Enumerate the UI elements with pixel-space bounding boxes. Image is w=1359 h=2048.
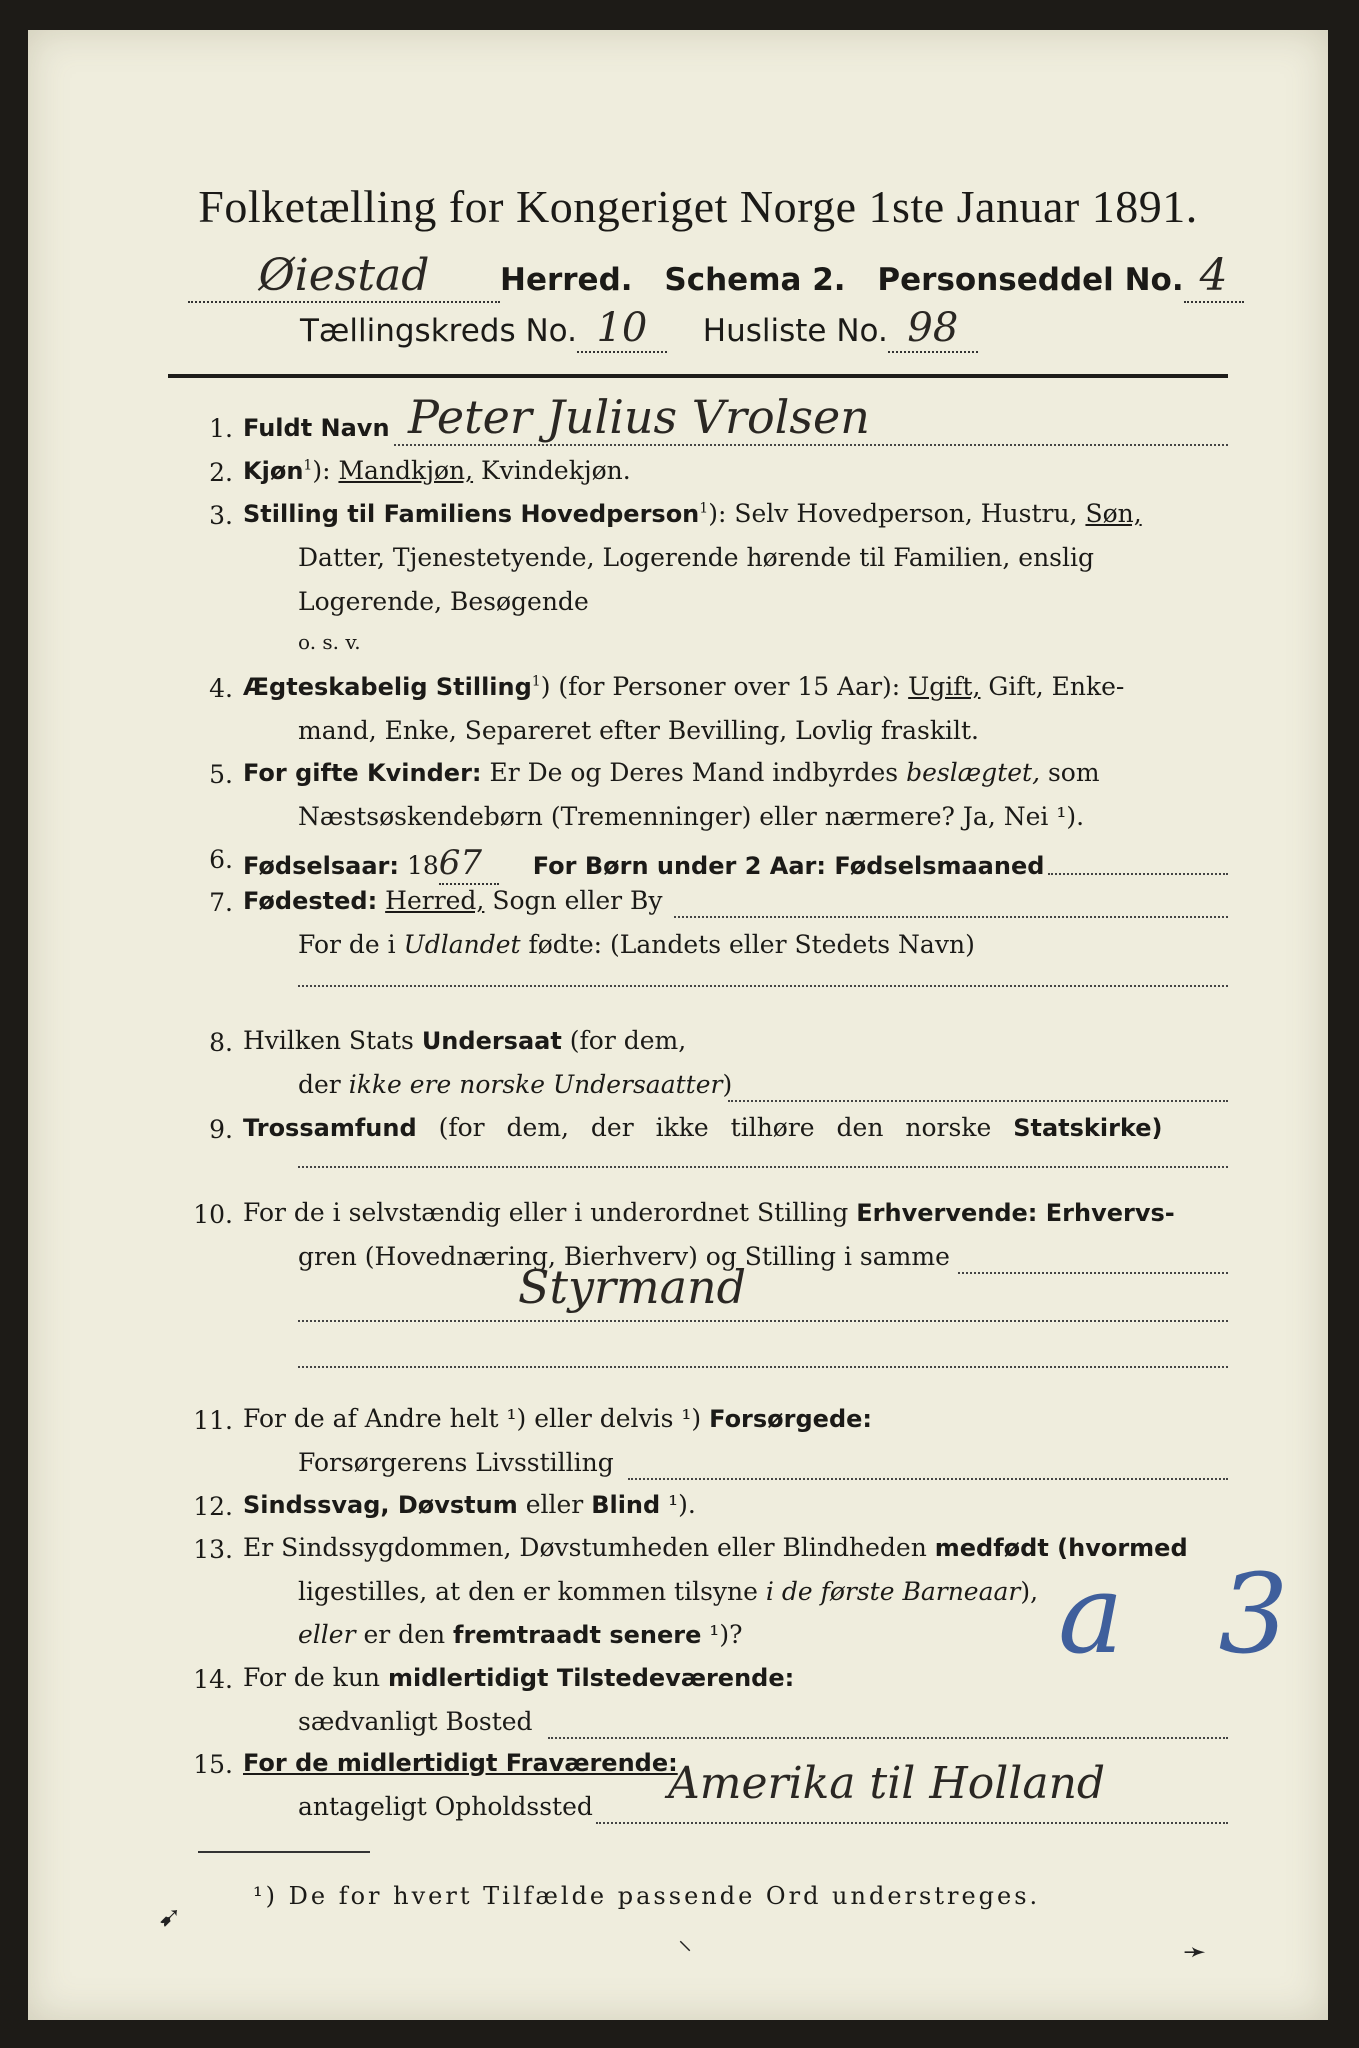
husliste-label: Husliste No.: [702, 313, 888, 349]
item-6-prefix: 18: [399, 851, 439, 880]
item-13-line-3a: eller: [298, 1620, 356, 1649]
item-12: [243, 1490, 696, 1519]
item-13-label: medfødt (hvormed: [934, 1534, 1188, 1562]
item-4-sup: 1: [531, 673, 541, 690]
item-6-label-2: For Børn under 2 Aar: Fødselsmaaned: [532, 852, 1045, 880]
item-8-line-2b: ): [722, 1070, 733, 1099]
item-10-label: Erhvervende:: [856, 1199, 1038, 1227]
item-13-line-3c: ¹)?: [701, 1620, 743, 1649]
item-8-text: Hvilken Stats: [243, 1026, 422, 1055]
item-13-line-2-italic: i de første Barneaar: [765, 1577, 1021, 1606]
item-5-number: 5.: [209, 760, 233, 789]
item-13-line-2a: ligestilles, at den er kommen tilsyne: [298, 1577, 766, 1606]
item-2-text: ):: [312, 456, 339, 485]
item-5-line-2: Næstsøskendebørn (Tremenninger) eller nærmere? Ja, Nei ¹).: [298, 802, 1085, 831]
item-10-label-2: Erhvervs-: [1037, 1199, 1175, 1227]
item-10: [243, 1198, 1175, 1227]
item-10-dotline-2: [298, 1320, 1228, 1322]
item-4: [243, 672, 1124, 701]
item-8-line-2: [298, 1070, 732, 1099]
item-2-number: 2.: [209, 458, 233, 487]
item-7-line-2-italic: Udlandet: [403, 930, 521, 959]
item-11-text: For de af Andre helt ¹) eller delvis ¹): [243, 1404, 710, 1433]
item-1-dotline: [394, 444, 1228, 446]
item-10-dotline: [958, 1272, 1228, 1274]
item-6-dotline: [1048, 873, 1228, 875]
item-10-line-2: gren (Hovednæring, Bierhverv) og Stilling i samme: [298, 1242, 950, 1271]
item-5: [243, 758, 1100, 787]
item-3-line-4: o. s. v.: [298, 630, 361, 654]
item-13-line-3b: er den: [355, 1620, 454, 1649]
item-12-label-2: Blind: [591, 1491, 661, 1519]
item-15-label: For de midlertidigt Fraværende:: [243, 1749, 678, 1777]
item-13-line-3-label: fremtraadt senere: [453, 1621, 702, 1649]
item-7-rest: Sogn eller By: [484, 886, 663, 915]
item-11-number: 11.: [193, 1406, 233, 1435]
item-7-line-2a: For de i: [298, 930, 404, 959]
item-8-number: 8.: [209, 1028, 233, 1057]
item-2-selected-option: Mandkjøn,: [338, 456, 474, 485]
item-3-label: Stilling til Familiens Hovedperson: [243, 500, 700, 528]
item-7-dotline-2: [298, 985, 1228, 987]
herred-label: Herred.: [500, 262, 633, 298]
item-14-dotline: [548, 1737, 1228, 1739]
item-9-text: (for dem, der ikke tilhøre den norske: [416, 1113, 1014, 1142]
item-4-line-2: mand, Enke, Separeret efter Bevilling, Lovlig fraskilt.: [298, 716, 979, 745]
item-15-number: 15.: [193, 1750, 233, 1779]
item-4-rest: Gift, Enke-: [980, 672, 1125, 701]
item-4-label: Ægteskabelig Stilling: [243, 673, 532, 701]
item-11: [243, 1404, 872, 1433]
item-7-line-2: [298, 930, 975, 959]
item-15: [243, 1748, 678, 1777]
item-8-dotline: [728, 1100, 1228, 1102]
personseddel-number: 4: [1199, 250, 1228, 301]
herred-name: Øiestad: [258, 250, 430, 301]
blue-pencil-annotation: a 3: [1058, 1550, 1319, 1678]
item-9-label-2: Statskirke): [1013, 1114, 1163, 1142]
item-10-number: 10.: [193, 1200, 233, 1229]
item-8: [243, 1026, 686, 1055]
husliste-number: 98: [907, 305, 959, 351]
item-8-line-2a: der: [298, 1070, 349, 1099]
item-13-line-3: [298, 1620, 743, 1649]
item-12-label: Sindssvag, Døvstum: [243, 1491, 518, 1519]
item-13-line-2: [298, 1577, 1038, 1606]
item-3-number: 3.: [209, 501, 233, 530]
schema-label: Schema 2.: [664, 262, 846, 298]
item-14: [243, 1663, 794, 1692]
item-8-line-2-italic: ikke ere norske Undersaatter: [348, 1070, 723, 1099]
item-12-text: eller: [517, 1490, 592, 1519]
header-line-kreds: [300, 305, 978, 353]
stray-mark-left: ➹: [158, 1900, 182, 1933]
item-8-label: Undersaat: [421, 1027, 562, 1055]
item-12-number: 12.: [193, 1492, 233, 1521]
temporary-residence-value: Amerika til Holland: [668, 1758, 1106, 1809]
item-14-number: 14.: [193, 1665, 233, 1694]
item-5-italic: beslægtet,: [906, 758, 1041, 787]
item-11-line-2: Forsørgerens Livsstilling: [298, 1448, 614, 1477]
item-13-line-2b: ),: [1020, 1577, 1039, 1606]
header-rule: [168, 374, 1228, 378]
item-6-label: Fødselsaar:: [243, 852, 399, 880]
item-9-dotline: [298, 1166, 1228, 1168]
item-4-text: ) (for Personer over 15 Aar):: [540, 672, 909, 701]
item-7: [243, 886, 663, 915]
item-7-number: 7.: [209, 888, 233, 917]
item-5-rest: som: [1040, 758, 1100, 787]
item-14-line-2: sædvanligt Bosted: [298, 1707, 533, 1736]
census-form-page: [28, 30, 1328, 2020]
item-5-label: For gifte Kvinder:: [243, 759, 482, 787]
item-2-option: Kvindekjøn.: [473, 456, 631, 485]
occupation-value: Styrmand: [518, 1260, 747, 1314]
item-6-number: 6.: [209, 845, 233, 874]
item-4-selected-option: Ugift,: [908, 672, 981, 701]
item-4-number: 4.: [209, 674, 233, 703]
full-name-value: Peter Julius Vrolsen: [408, 390, 870, 444]
item-11-dotline: [628, 1478, 1228, 1480]
item-2-sup: 1: [303, 457, 313, 474]
item-3-sup: 1: [699, 500, 709, 517]
item-3-selected-option: Søn,: [1085, 499, 1142, 528]
kreds-label: Tællingskreds No.: [300, 313, 577, 349]
item-13: [243, 1533, 1188, 1562]
footnote-rule: [198, 1851, 370, 1853]
item-14-label: midlertidigt Tilstedeværende:: [387, 1664, 795, 1692]
form-title: Folketælling for Kongeriget Norge 1ste Januar 1891.: [198, 181, 1198, 232]
item-10-text: For de i selvstændig eller i underordnet Stilling: [243, 1198, 857, 1227]
item-3-line-3: Logerende, Besøgende: [298, 587, 589, 616]
item-7-label: Fødested:: [243, 887, 378, 915]
item-7-selected-option: Herred,: [385, 886, 485, 915]
birth-year-value: 67: [438, 843, 483, 883]
header-line-herred: [188, 250, 1244, 303]
item-11-label: Forsørgede:: [709, 1405, 873, 1433]
item-3-line-2: Datter, Tjenestetyende, Logerende hørende til Familien, enslig: [298, 543, 1095, 572]
item-15-dotline: [596, 1822, 1228, 1824]
item-6: [243, 843, 1044, 885]
kreds-number: 10: [596, 305, 648, 351]
item-15-line-2: antageligt Opholdssted: [298, 1792, 593, 1821]
item-8-rest: (for dem,: [561, 1026, 687, 1055]
item-7-dotline: [674, 916, 1228, 918]
item-3-text: ): Selv Hovedperson, Hustru,: [708, 499, 1086, 528]
item-1-number: 1.: [209, 414, 233, 443]
item-10-dotline-3: [298, 1366, 1228, 1368]
personseddel-label: Personseddel No.: [877, 262, 1184, 298]
item-12-rest: ¹).: [660, 1490, 696, 1519]
stray-mark-center: ⸜: [678, 1923, 693, 1956]
item-3: [243, 499, 1142, 528]
stray-mark-right: ➛: [1183, 1935, 1207, 1968]
item-9-number: 9.: [209, 1115, 233, 1144]
footnote: ¹) De for hvert Tilfælde passende Ord understreges.: [253, 1882, 1041, 1910]
item-5-text: Er De og Deres Mand indbyrdes: [481, 758, 907, 787]
item-7-line-2b: fødte: (Landets eller Stedets Navn): [520, 930, 975, 959]
item-13-text: Er Sindssygdommen, Døvstumheden eller Blindheden: [243, 1533, 935, 1562]
item-1-label: Fuldt Navn: [243, 414, 390, 442]
item-2: [243, 456, 631, 485]
item-13-number: 13.: [193, 1535, 233, 1564]
item-9: [243, 1113, 1163, 1142]
item-9-label: Trossamfund: [243, 1114, 417, 1142]
item-1: [243, 413, 390, 442]
item-14-text: For de kun: [243, 1663, 388, 1692]
item-2-label: Kjøn: [243, 457, 304, 485]
